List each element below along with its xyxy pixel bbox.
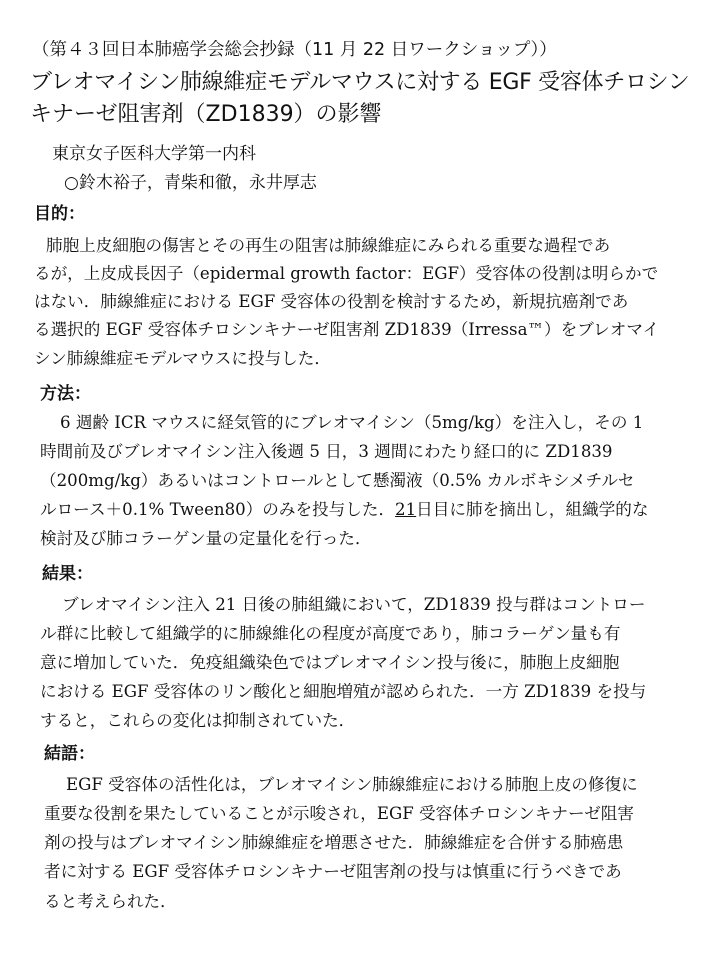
purpose-line-1: 肺胞上皮細胞の傷害とその再生の阻害は肺線維症にみられる重要な過程であ <box>46 236 611 255</box>
results-heading: 結果： <box>42 564 93 584</box>
conclusion-line-4: 者に対する EGF 受容体チロシンキナーゼ阻害剤の投与は慎重に行うべきであ <box>44 862 622 881</box>
methods-line-1: 6 週齢 ICR マウスに経気管的にブレオマイシン（5mg/kg）を注入し，その 1 <box>60 413 644 432</box>
methods-line-5: 検討及び肺コラーゲン量の定量化を行った． <box>40 529 372 548</box>
methods-line-3: （200mg/kg）あるいはコントロールとして懸濁液（0.5% カルボキシメチルセ <box>40 471 635 490</box>
conclusion-heading: 結語： <box>44 744 95 764</box>
results-line-3: 意に増加していた．免疫組織染色ではブレオマイシン投与後に，肺胞上皮細胞 <box>40 653 620 672</box>
conclusion-line-5: ると考えられた． <box>44 892 177 911</box>
results-line-4: における EGF 受容体のリン酸化と細胞増殖が認められた．一方 ZD1839 を投与 <box>40 682 647 701</box>
methods-day-value: 21 <box>395 500 417 519</box>
conclusion-line-3: 剤の投与はブレオマイシン肺線維症を増悪させた．肺線維症を合併する肺癌患 <box>44 833 624 852</box>
purpose-line-5: シン肺線維症モデルマウスに投与した． <box>34 349 331 368</box>
purpose-line-4: る選択的 EGF 受容体チロシンキナーゼ阻害剤 ZD1839（Irressa™）をブレオマイ <box>34 320 660 339</box>
purpose-line-3: はない．肺線維症における EGF 受容体の役割を検討するため，新規抗癌剤であ <box>34 292 629 311</box>
purpose-heading: 目的： <box>34 204 85 224</box>
methods-line-2: 時間前及びブレオマイシン注入後週 5 日，3 週間にわたり経口的に ZD1839 <box>40 442 613 461</box>
methods-heading: 方法： <box>40 384 91 404</box>
methods-line-4 <box>40 502 648 519</box>
session-title: （第４３回日本肺癌学会総会抄録（11 月 22 日ワークショップ）） <box>32 40 557 60</box>
authors: ○鈴木裕子，青柴和徹，永井厚志 <box>64 173 317 193</box>
methods-line-4-tail: 日目に肺を摘出し，組織学的な <box>416 500 649 519</box>
abstract-title-line-1: ブレオマイシン肺線維症モデルマウスに対する EGF 受容体チロシン <box>30 70 690 95</box>
methods-line-4-head: ルロース＋0.1% Tween80）のみを投与した． <box>40 500 396 519</box>
results-line-5: すると，これらの変化は抑制されていた． <box>40 711 356 730</box>
affiliation: 東京女子医科大学第一内科 <box>52 144 256 164</box>
results-line-1: ブレオマイシン注入 21 日後の肺組織において，ZD1839 投与群はコントロー <box>62 595 646 614</box>
purpose-line-2: るが，上皮成長因子（epidermal growth factor：EGF）受容体の役割は明らかで <box>34 264 659 283</box>
abstract-title-line-2: キナーゼ阻害剤（ZD1839）の影響 <box>30 102 382 127</box>
results-line-2: ル群に比較して組織学的に肺線維化の程度が高度であり，肺コラーゲン量も有 <box>40 624 621 643</box>
conclusion-line-2: 重要な役割を果たしていることが示唆され，EGF 受容体チロシンキナーゼ阻害 <box>44 804 634 823</box>
conclusion-line-1: EGF 受容体の活性化は，ブレオマイシン肺線維症における肺胞上皮の修復に <box>66 775 638 794</box>
